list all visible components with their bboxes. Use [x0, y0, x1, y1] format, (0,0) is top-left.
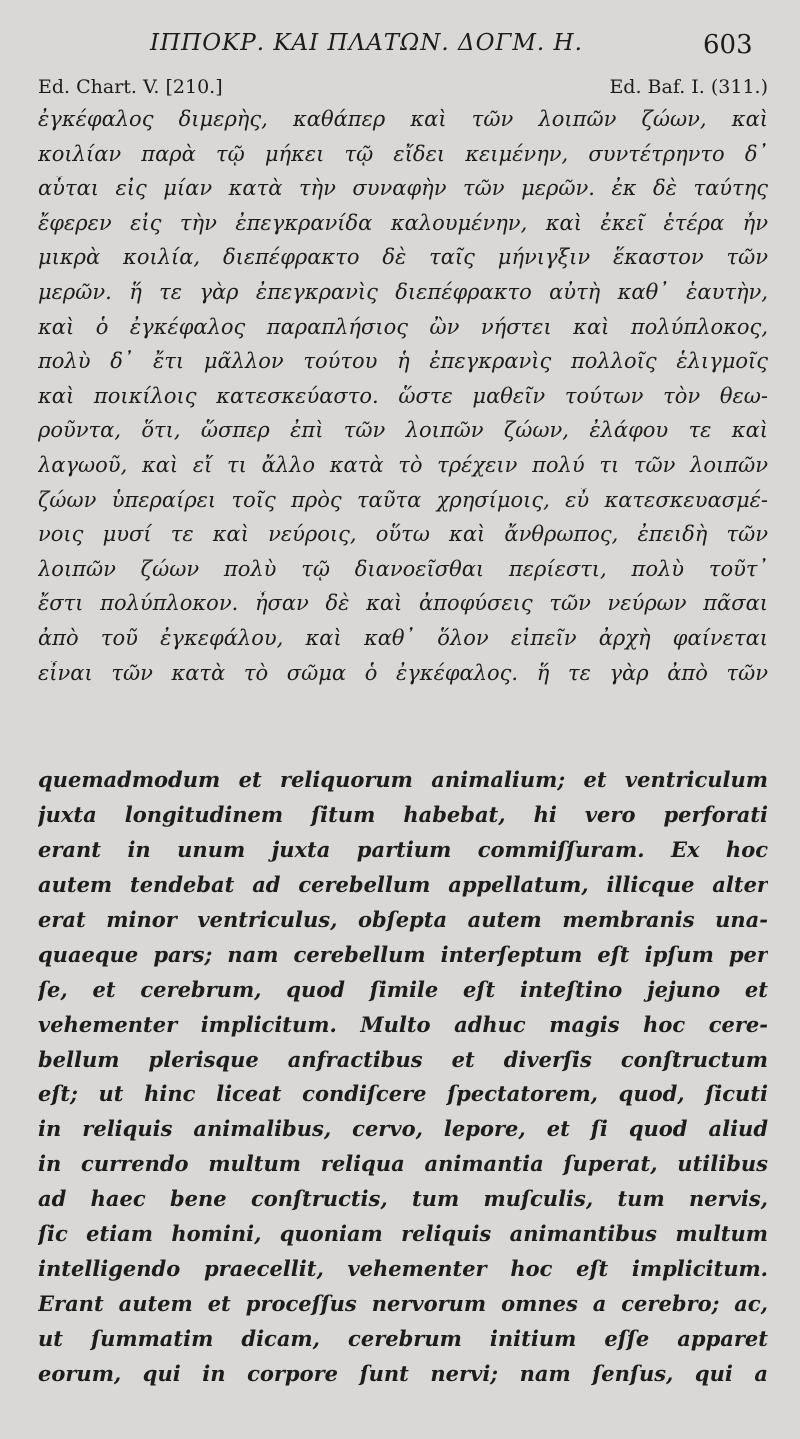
greek-line: πολὺ δ᾽ ἔτι μᾶλλον τούτου ἡ ἐπεγκρανὶς πολλοῖς ἑλιγμοῖς: [38, 349, 768, 374]
latin-line: bellum plerisque anfractibus et diverſis conſtructum: [38, 1046, 768, 1072]
running-title: ΙΠΠΟΚΡ. ΚΑΙ ΠΛΑΤΩΝ. ΔΟΓΜ. Η.: [150, 30, 583, 56]
greek-line: μερῶν. ἥ τε γὰρ ἐπεγκρανὶς διεπέφρακτο αὐτὴ καθ᾽ ἑαυτὴν,: [38, 279, 768, 304]
greek-line: ἐγκέφαλος διμερὴς, καθάπερ καὶ τῶν λοιπῶν ζώων, καὶ: [38, 107, 768, 131]
greek-line: εἶναι τῶν κατὰ τὸ σῶμα ὁ ἐγκέφαλος. ἥ τε γὰρ ἀπὸ τῶν: [38, 660, 768, 685]
running-head: [0, 30, 800, 64]
greek-line: λαγωοῦ, καὶ εἴ τι ἄλλο κατὰ τὸ τρέχειν πολύ τι τῶν λοιπῶν: [38, 452, 768, 477]
latin-line: ſic etiam homini, quoniam reliquis animantibus multum: [38, 1221, 768, 1247]
edition-line: [38, 76, 768, 104]
latin-line: autem tendebat ad cerebellum appellatum, illicque alter: [38, 871, 768, 897]
latin-line: vehementer implicitum. Multo adhuc magis hoc cere-: [38, 1011, 768, 1037]
edition-chart-reference: Ed. Chart. V. [210.]: [38, 76, 223, 98]
greek-line: κοιλίαν παρὰ τῷ μήκει τῷ εἴδει κειμένην, συντέτρηντο δ᾽: [38, 141, 768, 166]
greek-line: ἔφερεν εἰς τὴν ἐπεγκρανίδα καλουμένην, καὶ ἐκεῖ ἑτέρα ἦν: [38, 210, 768, 235]
greek-line: ἔστι πολύπλοκον. ἦσαν δὲ καὶ ἀποφύσεις τῶν νεύρων πᾶσαι: [38, 591, 768, 616]
latin-line: erant in unum juxta partium commiſſuram. Ex hoc: [38, 836, 768, 862]
greek-line: ζώων ὑπεραίρει τοῖς πρὸς ταῦτα χρησίμοις, εὖ κατεσκευασμέ-: [38, 487, 768, 512]
greek-line: καὶ ποικίλοις κατεσκεύαστο. ὥστε μαθεῖν τούτων τὸν θεω-: [38, 383, 768, 408]
greek-line: λοιπῶν ζώων πολὺ τῷ διανοεῖσθαι περίεστι, πολὺ τοῦτ᾽: [38, 556, 768, 581]
latin-text-block: [38, 767, 768, 1396]
latin-line: erat minor ventriculus, obſepta autem membranis una-: [38, 906, 768, 932]
latin-line: Erant autem et proceſſus nervorum omnes a cerebro; ac,: [38, 1291, 768, 1317]
latin-line: juxta longitudinem ſitum habebat, hi vero perforati: [38, 801, 768, 827]
latin-line: ut ſummatim dicam, cerebrum initium eſſe apparet: [38, 1326, 768, 1351]
greek-line: αὗται εἰς μίαν κατὰ τὴν συναφὴν τῶν μερῶν. ἐκ δὲ ταύτης: [38, 176, 768, 201]
latin-line: ſe, et cerebrum, quod ſimile eſt inteſtino jejuno et: [38, 976, 768, 1002]
latin-line: quaeque pars; nam cerebellum interſeptum eſt ipſum per: [38, 941, 768, 967]
greek-line: νοις μυσί τε καὶ νεύροις, οὕτω καὶ ἄνθρωπος, ἐπειδὴ τῶν: [38, 522, 768, 547]
greek-line: καὶ ὁ ἐγκέφαλος παραπλήσιος ὢν νήστει καὶ πολύπλοκος,: [38, 314, 768, 339]
latin-line: in currendo multum reliqua animantia ſuperat, utilibus: [38, 1151, 768, 1177]
latin-line: eſt; ut hinc liceat condiſcere ſpectatorem, quod, ſicuti: [38, 1081, 768, 1107]
greek-text-block: [38, 107, 768, 695]
greek-line: ροῦντα, ὅτι, ὥσπερ ἐπὶ τῶν λοιπῶν ζώων, ἐλάφου τε καὶ: [38, 418, 768, 443]
latin-line: eorum, qui in corpore ſunt nervi; nam ſenſus, qui a: [38, 1360, 768, 1386]
page-number: 603: [703, 30, 753, 60]
greek-line: ἀπὸ τοῦ ἐγκεφάλου, καὶ καθ᾽ ὅλον εἰπεῖν ἀρχὴ φαίνεται: [38, 625, 768, 650]
edition-basel-reference: Ed. Baf. I. (311.): [609, 76, 768, 98]
latin-line: ad haec bene conſtructis, tum muſculis, tum nervis,: [38, 1186, 768, 1212]
latin-line: quemadmodum et reliquorum animalium; et ventriculum: [38, 767, 768, 792]
latin-line: in reliquis animalibus, cervo, lepore, et ſi quod aliud: [38, 1116, 768, 1142]
latin-line: intelligendo praecellit, vehementer hoc eſt implicitum.: [38, 1256, 768, 1282]
greek-line: μικρὰ κοιλία, διεπέφρακτο δὲ ταῖς μήνιγξιν ἕκαστον τῶν: [38, 245, 768, 270]
